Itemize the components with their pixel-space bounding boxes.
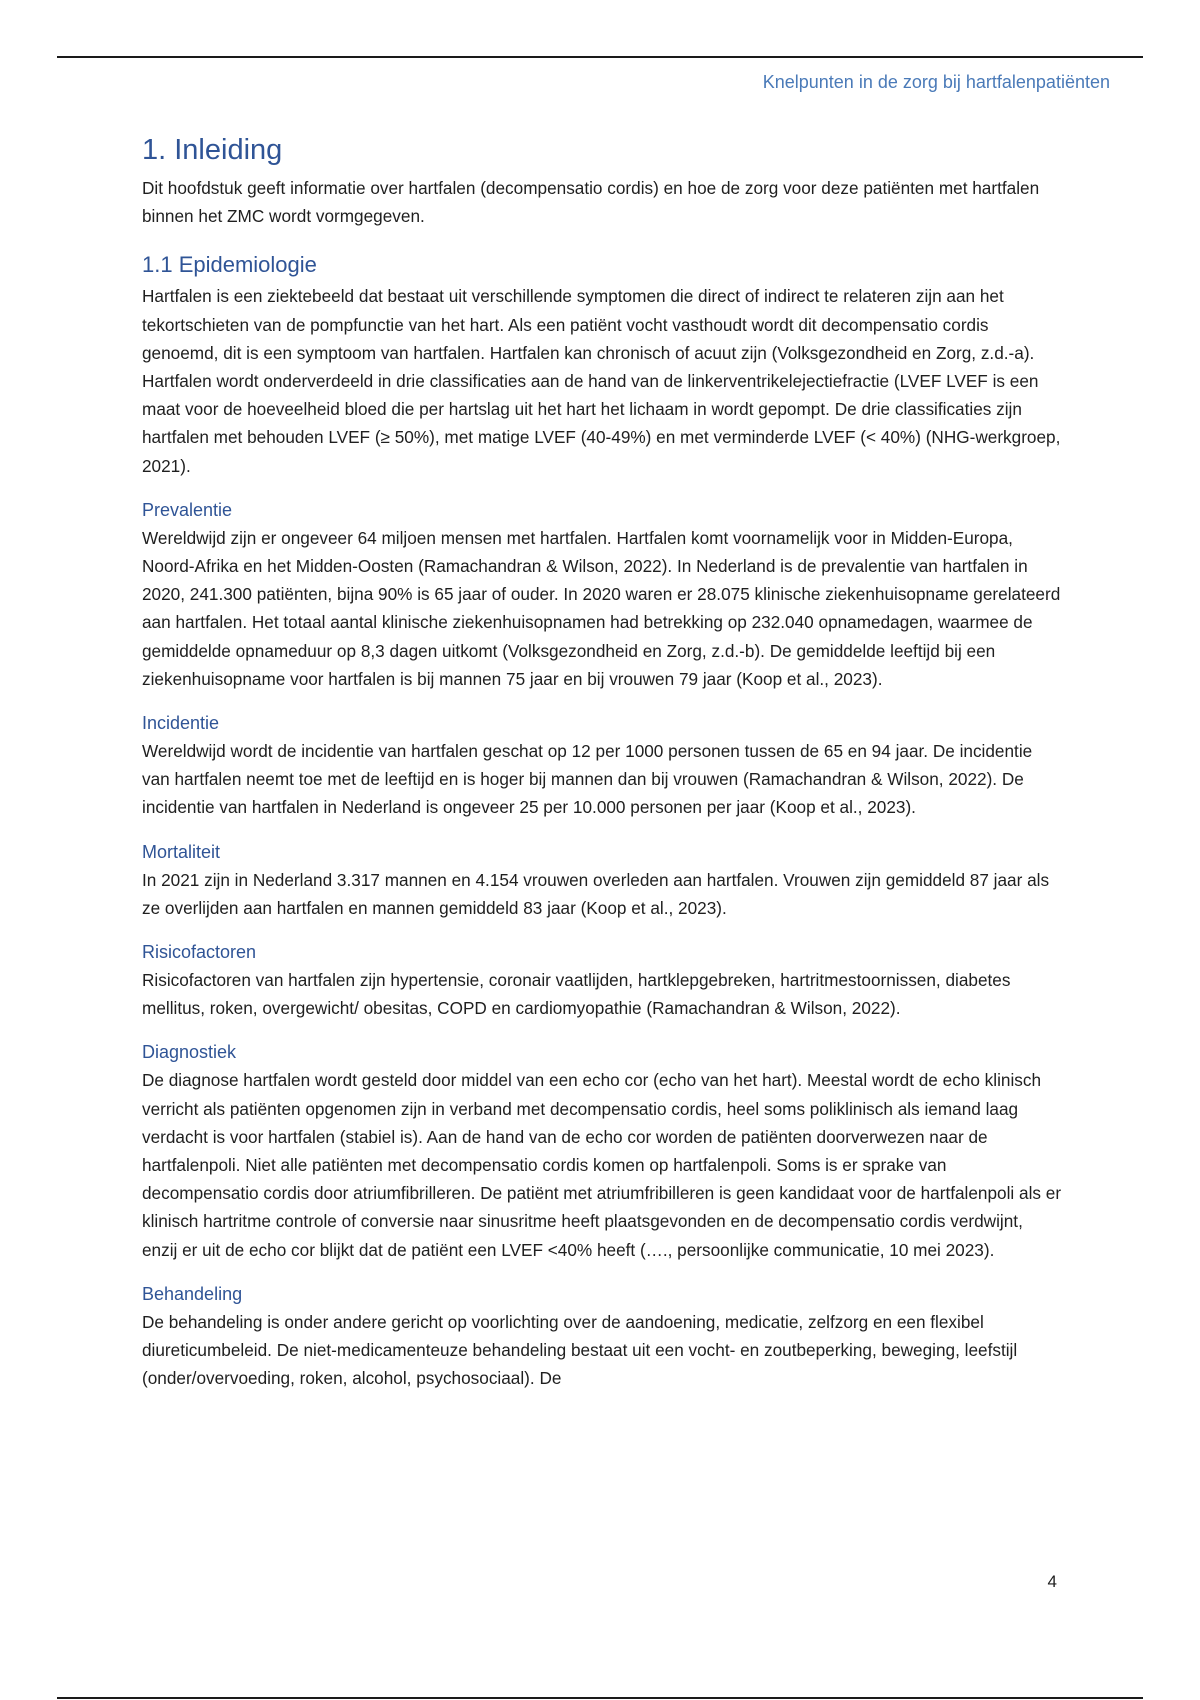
subsection-paragraph-mortaliteit: In 2021 zijn in Nederland 3.317 mannen en 4.154 vrouwen overleden aan hartfalen. Vrouwen zijn gemiddeld 87 jaar als ze overlijden aan hartfalen en mannen gemiddeld 83 jaar (Koop et al., 2023). — [142, 869, 1050, 918]
subsection-heading-mortaliteit: Mortaliteit — [142, 841, 221, 862]
subsection-paragraph-behandeling: De behandeling is onder andere gericht op voorlichting over de aandoening, medicatie, zelfzorg en een flexibel diureticumbeleid. De niet-medicamenteuze behandeling bestaat uit een vocht- en zoutbeperking, beweging, leefstijl (onder/overvoeding, roken, alcohol, psychosociaal). De — [142, 1311, 1018, 1389]
subsection-heading-risicofactoren: Risicofactoren — [142, 942, 257, 963]
subsection-paragraph-risicofactoren: Risicofactoren van hartfalen zijn hypertensie, coronair vaatlijden, hartklepgebreken, hartritmestoornissen, diabetes mellitus, roken, overgewicht/ obesitas, COPD en cardiomyopathie (Ramachandran & Wilson, 2022). — [142, 970, 1011, 1019]
subsection-heading-prevalentie: Prevalentie — [142, 499, 233, 520]
running-header-title: Knelpunten in de zorg bij hartfalenpatiënten — [762, 72, 1110, 92]
chapter-intro-paragraph: Dit hoofdstuk geeft informatie over hartfalen (decompensatio cordis) en hoe de zorg voor deze patiënten met hartfalen binnen het ZMC wordt vormgegeven. — [142, 178, 1040, 227]
chapter-title: 1. Inleiding — [142, 134, 283, 166]
subsection-heading-behandeling: Behandeling — [142, 1283, 243, 1304]
header-rule — [57, 56, 1143, 58]
section-intro-paragraph: Hartfalen is een ziektebeeld dat bestaat uit verschillende symptomen die direct of indirect te relateren zijn aan het tekortschieten van de pompfunctie van het hart. Als een patiënt vocht vasthoudt wordt dit decompensatio cordis genoemd, dit is een symptoom van hartfalen. Hartfalen kan chronisch of acuut zijn (Volksgezondheid en Zorg, z.d.-a). Hartfalen wordt onderverdeeld in drie classificaties aan de hand van de linkerventrikelejectiefractie (LVEF LVEF is een maat voor de hoeveelheid bloed die per hartslag uit het hart het lichaam in wordt gepompt. De drie classificaties zijn hartfalen met behouden LVEF (≥ 50%), met matige LVEF (40-49%) en met verminderde LVEF (< 40%) (NHG-werkgroep, 2021). — [142, 286, 1061, 476]
page-number: 4 — [1047, 1572, 1057, 1591]
subsection-paragraph-prevalentie: Wereldwijd zijn er ongeveer 64 miljoen mensen met hartfalen. Hartfalen komt voornamelijk voor in Midden-Europa, Noord-Afrika en het Midden-Oosten (Ramachandran & Wilson, 2022). In Nederland is de prevalentie van hartfalen in 2020, 241.300 patiënten, bijna 90% is 65 jaar of ouder. In 2020 waren er 28.075 klinische ziekenhuisopname gerelateerd aan hartfalen. Het totaal aantal klinische ziekenhuisopnamen had betrekking op 232.040 opnamedagen, waarmee de gemiddelde opnameduur op 8,3 dagen uitkomt (Volksgezondheid en Zorg, z.d.-b). De gemiddelde leeftijd bij een ziekenhuisopname voor hartfalen is bij mannen 75 jaar en bij vrouwen 79 jaar (Koop et al., 2023). — [142, 527, 1061, 689]
footer-rule — [57, 1697, 1143, 1699]
page-body — [142, 132, 1062, 1393]
subsection-paragraph-diagnostiek: De diagnose hartfalen wordt gesteld door middel van een echo cor (echo van het hart). Meestal wordt de echo klinisch verricht als patiënten opgenomen zijn in verband met decompensatio cordis, heel soms poliklinisch als iemand laag verdacht is voor hartfalen (stabiel is). Aan de hand van de echo cor worden de patiënten doorverwezen naar de hartfalenpoli. Niet alle patiënten met decompensatio cordis komen op hartfalenpoli. Soms is er sprake van decompensatio cordis door atriumfibrilleren. De patiënt met atriumfribilleren is geen kandidaat voor de hartfalenpoli als er klinisch hartritme controle of conversie naar sinusritme heeft plaatsgevonden en de decompensatio cordis verdwijnt, enzij er uit de echo cor blijkt dat de patiënt een LVEF <40% heeft (…., persoonlijke communicatie, 10 mei 2023). — [142, 1070, 1062, 1260]
subsection-heading-diagnostiek: Diagnostiek — [142, 1042, 237, 1063]
section-title: 1.1 Epidemiologie — [142, 252, 317, 278]
subsection-paragraph-incidentie: Wereldwijd wordt de incidentie van hartfalen geschat op 12 per 1000 personen tussen de 65 en 94 jaar. De incidentie van hartfalen neemt toe met de leeftijd en is hoger bij mannen dan bij vrouwen (Ramachandran & Wilson, 2022). De incidentie van hartfalen in Nederland is ongeveer 25 per 10.000 personen per jaar (Koop et al., 2023). — [142, 741, 1033, 818]
subsection-heading-incidentie: Incidentie — [142, 713, 220, 734]
